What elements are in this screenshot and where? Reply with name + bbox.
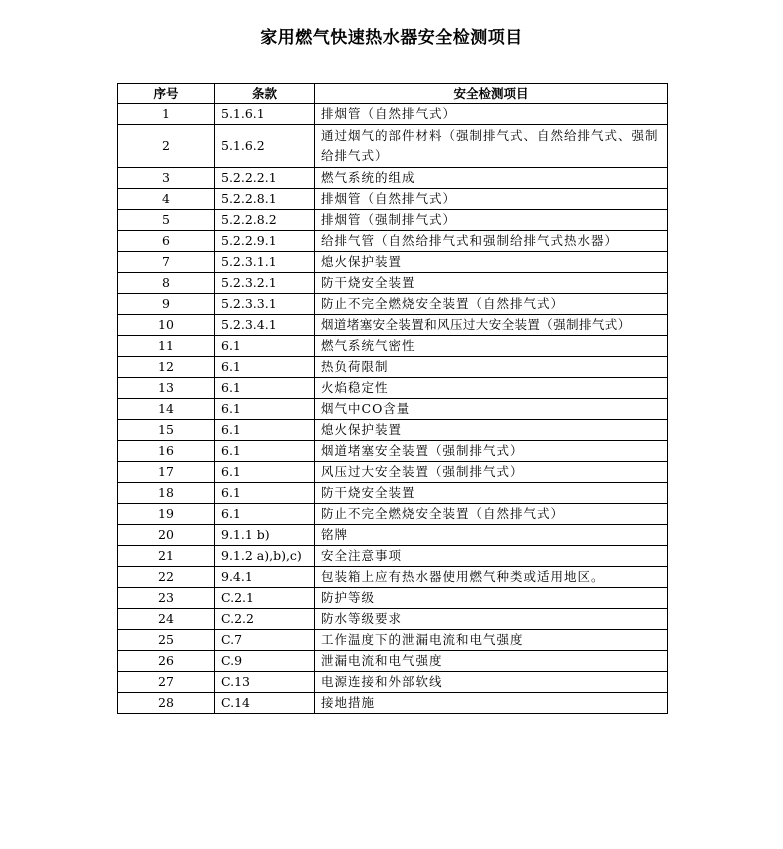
row-item: 工作温度下的泄漏电流和电气强度	[315, 630, 668, 651]
row-item: 安全注意事项	[315, 546, 668, 567]
row-item: 铭牌	[315, 525, 668, 546]
row-item: 防护等级	[315, 588, 668, 609]
row-item: 烟气中CO含量	[315, 399, 668, 420]
row-item: 风压过大安全装置（强制排气式）	[315, 462, 668, 483]
table-row	[118, 693, 668, 714]
row-item: 泄漏电流和电气强度	[315, 651, 668, 672]
row-clause: 6.1	[215, 462, 315, 483]
table-row	[118, 210, 668, 231]
row-item: 火焰稳定性	[315, 378, 668, 399]
row-no: 14	[118, 399, 215, 420]
row-item: 熄火保护装置	[315, 252, 668, 273]
table-row	[118, 189, 668, 210]
row-no: 9	[118, 294, 215, 315]
row-clause: 5.1.6.2	[215, 125, 315, 168]
row-item: 通过烟气的部件材料（强制排气式、自然给排气式、强制给排气式）	[315, 125, 668, 168]
row-clause: 9.1.2 a),b),c)	[215, 546, 315, 567]
row-no: 24	[118, 609, 215, 630]
table-row	[118, 483, 668, 504]
table-row	[118, 441, 668, 462]
row-no: 12	[118, 357, 215, 378]
row-no: 23	[118, 588, 215, 609]
row-no: 16	[118, 441, 215, 462]
row-no: 18	[118, 483, 215, 504]
table-row	[118, 651, 668, 672]
row-clause: 6.1	[215, 357, 315, 378]
row-clause: 5.2.2.9.1	[215, 231, 315, 252]
row-no: 8	[118, 273, 215, 294]
row-item: 防止不完全燃烧安全装置（自然排气式）	[315, 504, 668, 525]
row-no: 25	[118, 630, 215, 651]
row-clause: 6.1	[215, 420, 315, 441]
header-no: 序号	[118, 84, 215, 104]
row-clause: 5.2.2.2.1	[215, 168, 315, 189]
row-no: 2	[118, 125, 215, 168]
row-item: 热负荷限制	[315, 357, 668, 378]
table-row	[118, 252, 668, 273]
row-clause: C.14	[215, 693, 315, 714]
table-row	[118, 525, 668, 546]
row-no: 27	[118, 672, 215, 693]
row-clause: 5.2.3.3.1	[215, 294, 315, 315]
inspection-items-table	[117, 83, 668, 714]
row-item: 电源连接和外部软线	[315, 672, 668, 693]
row-item: 熄火保护装置	[315, 420, 668, 441]
row-item: 防止不完全燃烧安全装置（自然排气式）	[315, 294, 668, 315]
table-row	[118, 567, 668, 588]
row-clause: 5.1.6.1	[215, 104, 315, 125]
row-item: 防干烧安全装置	[315, 273, 668, 294]
table-row	[118, 462, 668, 483]
table-row	[118, 104, 668, 125]
row-no: 17	[118, 462, 215, 483]
table-row	[118, 630, 668, 651]
row-no: 11	[118, 336, 215, 357]
table-row	[118, 588, 668, 609]
row-clause: 6.1	[215, 504, 315, 525]
table-row	[118, 420, 668, 441]
row-clause: C.2.2	[215, 609, 315, 630]
row-clause: 6.1	[215, 378, 315, 399]
row-clause: 5.2.3.4.1	[215, 315, 315, 336]
row-item: 排烟管（自然排气式）	[315, 104, 668, 125]
table-row	[118, 315, 668, 336]
row-clause: 6.1	[215, 483, 315, 504]
row-no: 1	[118, 104, 215, 125]
row-clause: C.2.1	[215, 588, 315, 609]
table-row	[118, 399, 668, 420]
table-row	[118, 336, 668, 357]
row-no: 22	[118, 567, 215, 588]
table-row	[118, 672, 668, 693]
row-clause: 9.4.1	[215, 567, 315, 588]
row-clause: 5.2.3.2.1	[215, 273, 315, 294]
table-header-row	[118, 84, 668, 104]
row-no: 10	[118, 315, 215, 336]
row-no: 19	[118, 504, 215, 525]
table-row	[118, 504, 668, 525]
row-item: 燃气系统的组成	[315, 168, 668, 189]
row-item: 接地措施	[315, 693, 668, 714]
table-row	[118, 357, 668, 378]
row-no: 5	[118, 210, 215, 231]
row-no: 28	[118, 693, 215, 714]
row-no: 3	[118, 168, 215, 189]
row-no: 7	[118, 252, 215, 273]
header-item: 安全检测项目	[315, 84, 668, 104]
header-clause: 条款	[215, 84, 315, 104]
table-row	[118, 378, 668, 399]
row-item: 排烟管（强制排气式）	[315, 210, 668, 231]
row-no: 15	[118, 420, 215, 441]
row-clause: 9.1.1 b)	[215, 525, 315, 546]
row-item: 排烟管（自然排气式）	[315, 189, 668, 210]
row-clause: 6.1	[215, 336, 315, 357]
row-no: 21	[118, 546, 215, 567]
row-item: 包装箱上应有热水器使用燃气种类或适用地区。	[315, 567, 668, 588]
row-clause: 5.2.3.1.1	[215, 252, 315, 273]
table-row	[118, 546, 668, 567]
row-no: 13	[118, 378, 215, 399]
row-clause: 6.1	[215, 441, 315, 462]
row-clause: 5.2.2.8.1	[215, 189, 315, 210]
row-item: 烟道堵塞安全装置和风压过大安全装置（强制排气式）	[315, 315, 668, 336]
row-no: 6	[118, 231, 215, 252]
table-row	[118, 273, 668, 294]
row-item: 给排气管（自然给排气式和强制给排气式热水器）	[315, 231, 668, 252]
row-item: 燃气系统气密性	[315, 336, 668, 357]
row-clause: C.13	[215, 672, 315, 693]
row-item: 防水等级要求	[315, 609, 668, 630]
table-row	[118, 231, 668, 252]
row-no: 20	[118, 525, 215, 546]
row-clause: C.9	[215, 651, 315, 672]
row-item: 防干烧安全装置	[315, 483, 668, 504]
table-row	[118, 609, 668, 630]
table-row	[118, 125, 668, 168]
row-clause: 5.2.2.8.2	[215, 210, 315, 231]
table-row	[118, 168, 668, 189]
row-clause: C.7	[215, 630, 315, 651]
table-row	[118, 294, 668, 315]
row-no: 26	[118, 651, 215, 672]
document-title: 家用燃气快速热水器安全检测项目	[260, 28, 523, 48]
row-item: 烟道堵塞安全装置（强制排气式）	[315, 441, 668, 462]
row-no: 4	[118, 189, 215, 210]
row-clause: 6.1	[215, 399, 315, 420]
